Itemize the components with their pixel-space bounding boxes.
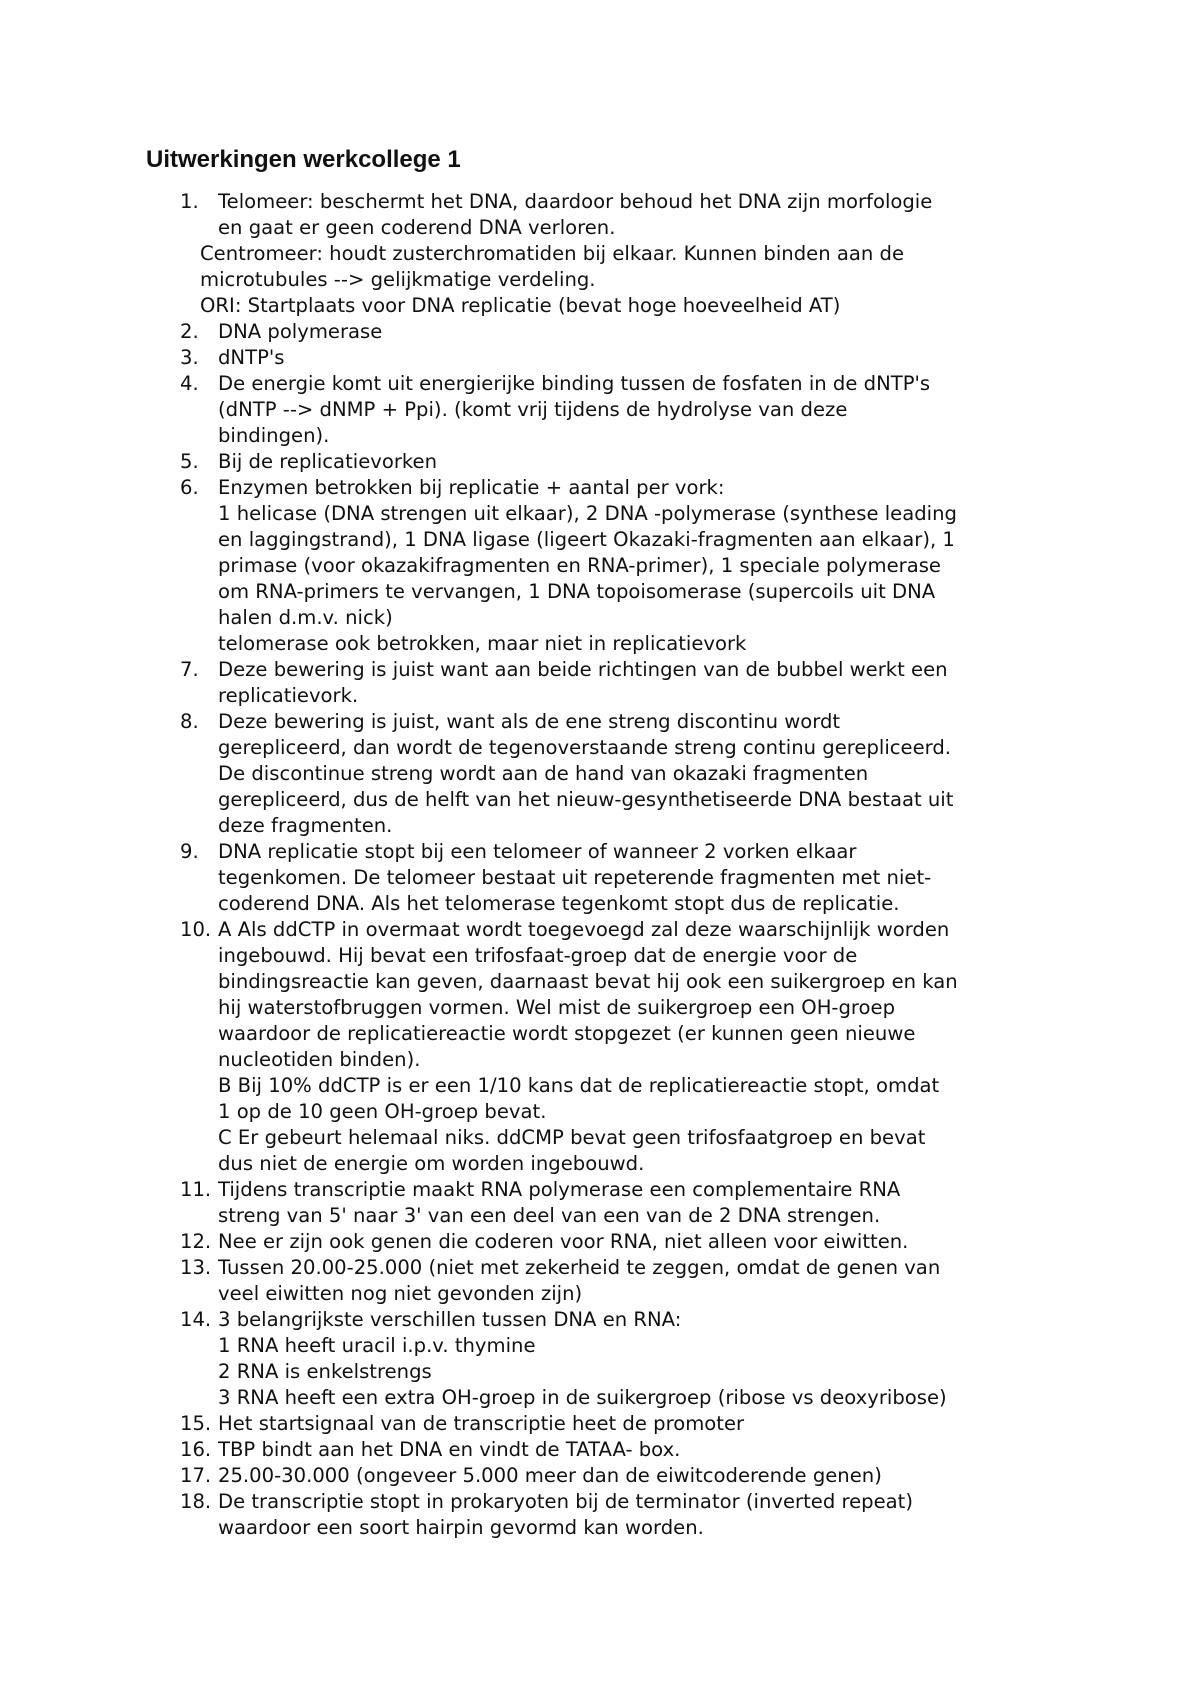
answer-line: Enzymen betrokken bij replicatie + aantal per vork:	[218, 476, 725, 499]
answer-line: telomerase ook betrokken, maar niet in replicatievork	[218, 632, 747, 655]
answer-line: 1 helicase (DNA strengen uit elkaar), 2 DNA -polymerase (synthese leading	[218, 502, 957, 525]
answer-number: 7.	[180, 658, 199, 681]
answer-line: DNA polymerase	[218, 320, 383, 343]
answer-line: coderend DNA. Als het telomerase tegenkomt stopt dus de replicatie.	[218, 892, 900, 915]
answer-item	[146, 1229, 1080, 1255]
answer-line: bindingsreactie kan geven, daarnaast bevat hij ook een suikergroep en kan	[218, 970, 958, 993]
answer-line: (dNTP --> dNMP + Ppi). (komt vrij tijdens de hydrolyse van deze	[218, 398, 848, 421]
answer-line: 2 RNA is enkelstrengs	[218, 1360, 432, 1383]
answer-item	[146, 475, 1080, 657]
answer-number: 4.	[180, 372, 199, 395]
answer-item	[146, 1255, 1080, 1307]
answer-line: De discontinue streng wordt aan de hand van okazaki fragmenten	[218, 762, 869, 785]
answer-line: DNA replicatie stopt bij een telomeer of wanneer 2 vorken elkaar	[218, 840, 857, 863]
answer-number: 18.	[180, 1490, 212, 1513]
answer-line: Deze bewering is juist want aan beide richtingen van de bubbel werkt een	[218, 658, 948, 681]
answer-item	[146, 1437, 1080, 1463]
answer-number: 10.	[180, 918, 212, 941]
answer-number: 8.	[180, 710, 199, 733]
answer-number: 15.	[180, 1412, 212, 1435]
answer-line: C Er gebeurt helemaal niks. ddCMP bevat geen trifosfaatgroep en bevat	[218, 1126, 926, 1149]
answer-line: Nee er zijn ook genen die coderen voor RNA, niet alleen voor eiwitten.	[218, 1230, 909, 1253]
answer-number: 3.	[180, 346, 199, 369]
answer-number: 1.	[180, 190, 199, 213]
answer-item	[146, 839, 1080, 917]
answer-line: primase (voor okazakifragmenten en RNA-primer), 1 speciale polymerase	[218, 554, 941, 577]
answer-line: waardoor een soort hairpin gevormd kan worden.	[218, 1516, 704, 1539]
answer-item	[146, 1307, 1080, 1411]
answer-item	[146, 917, 1080, 1177]
answer-line: tegenkomen. De telomeer bestaat uit repeterende fragmenten met niet-	[218, 866, 932, 889]
document-title: Uitwerkingen werkcollege 1	[146, 146, 461, 173]
answer-number: 13.	[180, 1256, 212, 1279]
answer-line: deze fragmenten.	[218, 814, 393, 837]
answer-line: Tijdens transcriptie maakt RNA polymerase een complementaire RNA	[218, 1178, 901, 1201]
answer-line: hij waterstofbruggen vormen. Wel mist de suikergroep een OH-groep	[218, 996, 896, 1019]
answer-line: Telomeer: beschermt het DNA, daardoor behoud het DNA zijn morfologie	[218, 190, 933, 213]
answer-number: 12.	[180, 1230, 212, 1253]
answer-line: 25.00-30.000 (ongeveer 5.000 meer dan de eiwitcoderende genen)	[218, 1464, 882, 1487]
answer-line: bindingen).	[218, 424, 330, 447]
answer-line: gerepliceerd, dus de helft van het nieuw-gesynthetiseerde DNA bestaat uit	[218, 788, 954, 811]
answer-line: gerepliceerd, dan wordt de tegenoverstaande streng continu gerepliceerd.	[218, 736, 952, 759]
answer-line: 1 op de 10 geen OH-groep bevat.	[218, 1100, 547, 1123]
answer-list	[146, 189, 1080, 1541]
answer-item	[146, 371, 1080, 449]
answer-line: streng van 5' naar 3' van een deel van een van de 2 DNA strengen.	[218, 1204, 881, 1227]
answer-item	[146, 1177, 1080, 1229]
answer-line: replicatievork.	[218, 684, 359, 707]
answer-line: dNTP's	[218, 346, 285, 369]
answer-item	[146, 345, 1080, 371]
answer-line: waardoor de replicatiereactie wordt stopgezet (er kunnen geen nieuwe	[218, 1022, 916, 1045]
answer-line: nucleotiden binden).	[218, 1048, 421, 1071]
answer-item	[146, 189, 1080, 319]
answer-line: om RNA-primers te vervangen, 1 DNA topoisomerase (supercoils uit DNA	[218, 580, 936, 603]
answer-line: A Als ddCTP in overmaat wordt toegevoegd zal deze waarschijnlijk worden	[218, 918, 950, 941]
answer-line: B Bij 10% ddCTP is er een 1/10 kans dat de replicatiereactie stopt, omdat	[218, 1074, 940, 1097]
answer-line: TBP bindt aan het DNA en vindt de TATAA- box.	[218, 1438, 681, 1461]
answer-line: veel eiwitten nog niet gevonden zijn)	[218, 1282, 583, 1305]
answer-item	[146, 709, 1080, 839]
answer-line: 1 RNA heeft uracil i.p.v. thymine	[218, 1334, 536, 1357]
answer-line: Het startsignaal van de transcriptie heet de promoter	[218, 1412, 745, 1435]
answer-line: ORI: Startplaats voor DNA replicatie (bevat hoge hoeveelheid AT)	[200, 294, 841, 317]
answer-line: en gaat er geen coderend DNA verloren.	[218, 216, 616, 239]
answer-item	[146, 449, 1080, 475]
answer-item	[146, 1463, 1080, 1489]
answer-number: 14.	[180, 1308, 212, 1331]
answer-number: 11.	[180, 1178, 212, 1201]
answer-number: 9.	[180, 840, 199, 863]
answer-item	[146, 1411, 1080, 1437]
answer-number: 17.	[180, 1464, 212, 1487]
answer-line: halen d.m.v. nick)	[218, 606, 393, 629]
answer-line: 3 belangrijkste verschillen tussen DNA en RNA:	[218, 1308, 682, 1331]
answer-number: 16.	[180, 1438, 212, 1461]
answer-number: 6.	[180, 476, 199, 499]
answer-line: ingebouwd. Hij bevat een trifosfaat-groep dat de energie voor de	[218, 944, 858, 967]
answer-line: microtubules --> gelijkmatige verdeling.	[200, 268, 596, 291]
answer-line: dus niet de energie om worden ingebouwd.	[218, 1152, 645, 1175]
answer-line: Deze bewering is juist, want als de ene streng discontinu wordt	[218, 710, 841, 733]
answer-line: Tussen 20.00-25.000 (niet met zekerheid te zeggen, omdat de genen van	[218, 1256, 941, 1279]
answer-line: en laggingstrand), 1 DNA ligase (ligeert Okazaki-fragmenten aan elkaar), 1	[218, 528, 955, 551]
answer-number: 2.	[180, 320, 199, 343]
answer-number: 5.	[180, 450, 199, 473]
answer-line: Centromeer: houdt zusterchromatiden bij elkaar. Kunnen binden aan de	[200, 242, 904, 265]
answer-line: De energie komt uit energierijke binding tussen de fosfaten in de dNTP's	[218, 372, 931, 395]
answer-line: 3 RNA heeft een extra OH-groep in de suikergroep (ribose vs deoxyribose)	[218, 1386, 947, 1409]
answer-line: Bij de replicatievorken	[218, 450, 438, 473]
answer-item	[146, 657, 1080, 709]
answer-item	[146, 319, 1080, 345]
answer-item	[146, 1489, 1080, 1541]
answer-line: De transcriptie stopt in prokaryoten bij de terminator (inverted repeat)	[218, 1490, 914, 1513]
